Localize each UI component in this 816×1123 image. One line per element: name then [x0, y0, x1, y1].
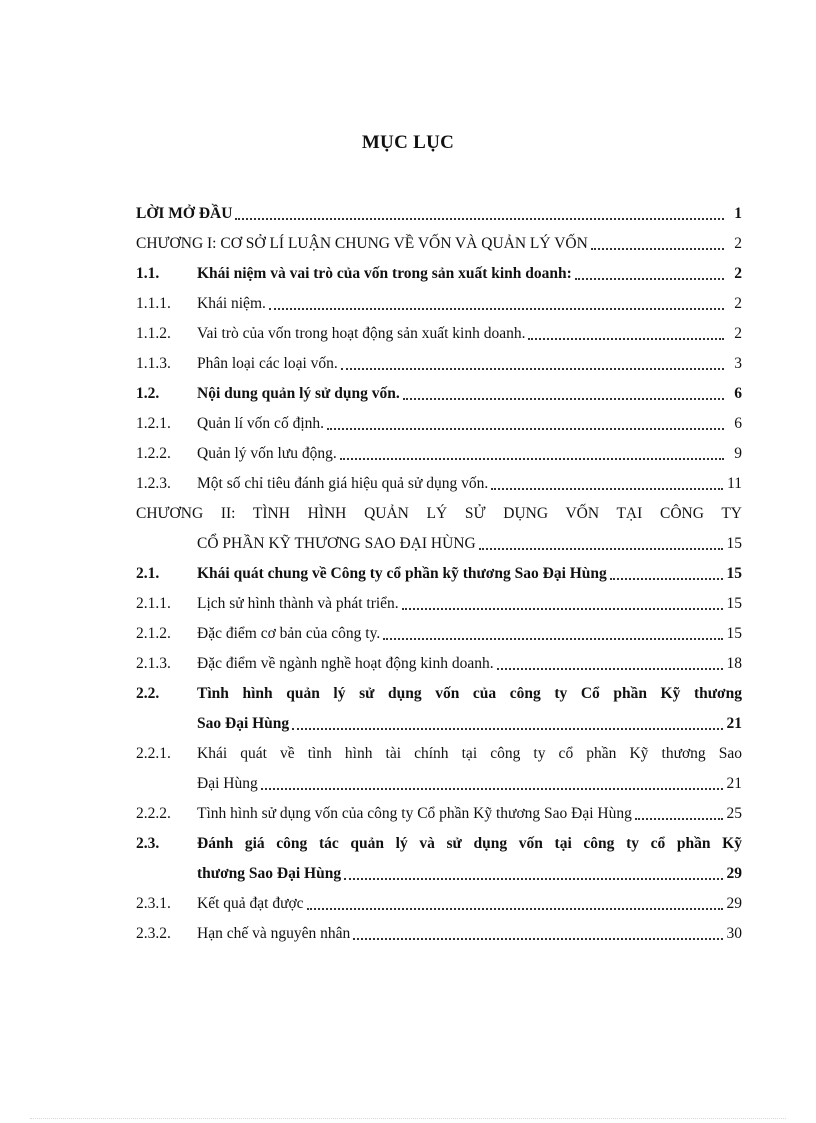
toc-dot-leader [261, 788, 723, 790]
toc-entry-number: 1.2.3. [136, 475, 171, 492]
toc-entry-page: 29 [726, 865, 742, 882]
toc-entry[interactable] [136, 344, 742, 374]
toc-entry[interactable] [136, 554, 742, 584]
toc-entry[interactable] [136, 254, 742, 284]
toc-entry[interactable] [136, 404, 742, 434]
toc-entry-page: 18 [726, 655, 742, 672]
toc-entry[interactable] [136, 434, 742, 464]
toc-entry-title: Đại Hùng [197, 775, 258, 792]
toc-entry-title: Đặc điểm về ngành nghề hoạt động kinh doanh. [197, 655, 494, 672]
toc-entry-page: 2 [734, 265, 742, 282]
toc-entry-page: 2 [734, 295, 742, 312]
toc-entry-page: 2 [734, 235, 742, 252]
toc-entry-page: 29 [726, 895, 742, 912]
toc-entry-page: 15 [726, 625, 742, 642]
toc-entry-page: 6 [734, 385, 742, 402]
toc-entry-title: Khái niệm và vai trò của vốn trong sản xuất kinh doanh: [197, 265, 572, 282]
toc-dot-leader [402, 608, 723, 610]
toc-dot-leader [403, 398, 724, 400]
toc-dot-leader [353, 938, 722, 940]
table-of-contents [136, 194, 742, 944]
toc-dot-leader [340, 458, 724, 460]
toc-entry-number: 1.2.1. [136, 415, 171, 432]
toc-entry-title: Tình hình quản lý sử dụng vốn của công ty Cổ phần Kỹ thương [197, 685, 742, 702]
toc-entry[interactable] [136, 374, 742, 404]
toc-entry-number: 2.1.3. [136, 655, 171, 672]
toc-entry-page: 9 [734, 445, 742, 462]
toc-entry-title: Khái niệm. [197, 295, 266, 312]
toc-entry[interactable] [136, 584, 742, 614]
toc-entry-number: 2.2.1. [136, 745, 171, 762]
toc-entry-title: Sao Đại Hùng [197, 715, 290, 732]
toc-dot-leader [575, 278, 724, 280]
toc-entry-page: 15 [726, 595, 742, 612]
toc-entry-title: Khái quát về tình hình tài chính tại công ty cổ phần Kỹ thương Sao [197, 745, 742, 762]
toc-dot-leader [591, 248, 724, 250]
page-bottom-divider [30, 1118, 786, 1119]
toc-entry-title: CHƯƠNG I: CƠ SỞ LÍ LUẬN CHUNG VỀ VỐN VÀ QUẢN LÝ VỐN [136, 235, 588, 252]
toc-entry-page: 30 [726, 925, 742, 942]
toc-entry-page: 11 [727, 475, 742, 492]
toc-dot-leader [292, 728, 722, 730]
toc-entry-number: 1.2. [136, 385, 160, 402]
toc-dot-leader [635, 818, 723, 820]
toc-entry-title: Quản lý vốn lưu động. [197, 445, 337, 462]
toc-entry-number: 1.1.2. [136, 325, 171, 342]
toc-entry-number: 2.3.1. [136, 895, 171, 912]
toc-entry[interactable] [136, 734, 742, 764]
toc-dot-leader [341, 368, 724, 370]
toc-entry-page: 3 [734, 355, 742, 372]
toc-entry[interactable] [136, 524, 742, 554]
toc-entry-title: Một số chỉ tiêu đánh giá hiệu quả sử dụng vốn. [197, 475, 489, 492]
toc-entry[interactable] [136, 194, 742, 224]
toc-dot-leader [344, 878, 722, 880]
toc-entry-title: Phân loại các loại vốn. [197, 355, 338, 372]
toc-entry[interactable] [136, 464, 742, 494]
toc-entry-number: 2.1. [136, 565, 160, 582]
toc-entry-number: 2.2.2. [136, 805, 171, 822]
toc-entry-page: 21 [726, 715, 742, 732]
toc-entry-title: Nội dung quản lý sử dụng vốn. [197, 385, 400, 402]
toc-entry-number: 2.3.2. [136, 925, 171, 942]
toc-entry-page: 6 [734, 415, 742, 432]
toc-entry-title: Tình hình sử dụng vốn của công ty Cổ phần Kỹ thương Sao Đại Hùng [197, 805, 632, 822]
toc-dot-leader [307, 908, 723, 910]
toc-entry[interactable] [136, 704, 742, 734]
toc-entry-title: CHƯƠNG II: TÌNH HÌNH QUẢN LÝ SỬ DỤNG VỐN TẠI CÔNG TY [136, 505, 742, 522]
toc-entry-number: 2.2. [136, 685, 160, 702]
toc-entry-page: 25 [726, 805, 742, 822]
toc-entry[interactable] [136, 284, 742, 314]
toc-entry-page: 2 [734, 325, 742, 342]
toc-entry[interactable] [136, 314, 742, 344]
toc-dot-leader [491, 488, 723, 490]
toc-dot-leader [327, 428, 724, 430]
toc-entry-page: 15 [726, 565, 742, 582]
toc-entry[interactable] [136, 914, 742, 944]
toc-entry-title: Đặc điểm cơ bản của công ty. [197, 625, 381, 642]
toc-entry-title: Đánh giá công tác quản lý và sử dụng vốn tại công ty cổ phần Kỹ [197, 835, 742, 852]
toc-entry[interactable] [136, 764, 742, 794]
toc-entry[interactable] [136, 644, 742, 674]
toc-dot-leader [610, 578, 723, 580]
toc-entry[interactable] [136, 884, 742, 914]
toc-entry-title: Khái quát chung về Công ty cổ phần kỹ thương Sao Đại Hùng [197, 565, 607, 582]
toc-entry-title: Lịch sử hình thành và phát triển. [197, 595, 399, 612]
toc-entry-title: LỜI MỞ ĐẦU [136, 205, 233, 222]
toc-dot-leader [383, 638, 722, 640]
toc-entry-title: Hạn chế và nguyên nhân [197, 925, 351, 942]
toc-entry-number: 1.2.2. [136, 445, 171, 462]
toc-entry[interactable] [136, 494, 742, 524]
toc-entry[interactable] [136, 614, 742, 644]
toc-entry-page: 1 [734, 205, 742, 222]
toc-dot-leader [479, 548, 723, 550]
toc-entry-title: Vai trò của vốn trong hoạt động sản xuất kinh doanh. [197, 325, 526, 342]
toc-entry-title: thương Sao Đại Hùng [197, 865, 342, 882]
toc-entry-number: 2.3. [136, 835, 160, 852]
toc-entry-page: 21 [726, 775, 742, 792]
page-title: MỤC LỤC [361, 132, 455, 153]
toc-dot-leader [235, 218, 724, 220]
toc-entry-title: Kết quả đạt được [197, 895, 304, 912]
toc-entry-number: 2.1.1. [136, 595, 171, 612]
toc-entry[interactable] [136, 824, 742, 854]
toc-dot-leader [269, 308, 724, 310]
toc-entry[interactable] [136, 674, 742, 704]
toc-entry[interactable] [136, 224, 742, 254]
toc-dot-leader [528, 338, 724, 340]
toc-entry[interactable] [136, 794, 742, 824]
toc-entry-title: Quản lí vốn cố định. [197, 415, 324, 432]
toc-entry-number: 2.1.2. [136, 625, 171, 642]
toc-entry[interactable] [136, 854, 742, 884]
toc-entry-page: 15 [726, 535, 742, 552]
toc-entry-number: 1.1.3. [136, 355, 171, 372]
toc-entry-number: 1.1.1. [136, 295, 171, 312]
toc-entry-title: CỔ PHẦN KỸ THƯƠNG SAO ĐẠI HÙNG [197, 535, 476, 552]
toc-entry-number: 1.1. [136, 265, 160, 282]
toc-dot-leader [497, 668, 723, 670]
